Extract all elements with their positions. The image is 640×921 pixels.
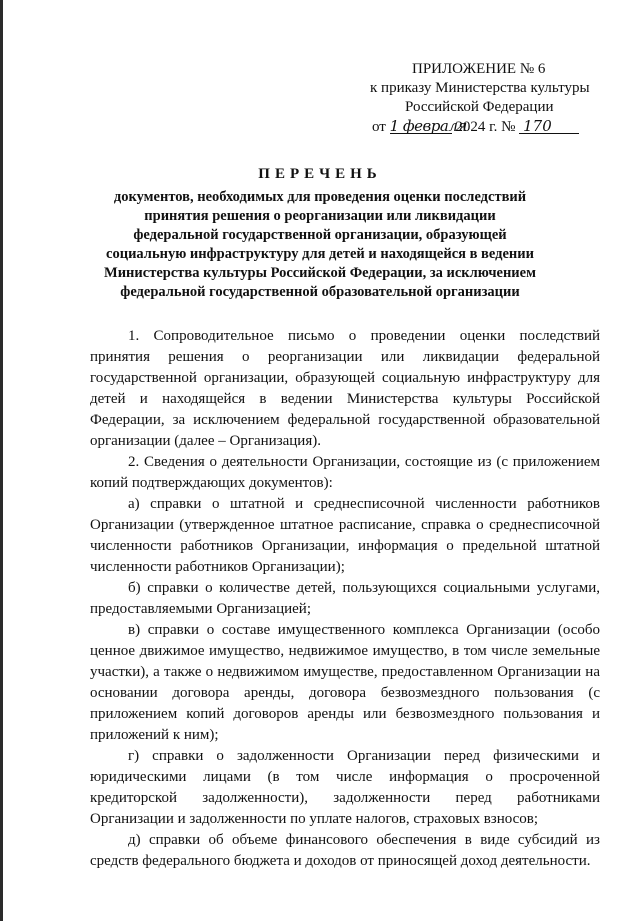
paragraph-2d: д) справки об объеме финансового обеспечения в виде субсидий из средств федерального бюджета и доходов от приносящей доход деятельности. [90,832,600,869]
appendix-number: ПРИЛОЖЕНИЕ № 6 [412,61,546,77]
paragraph-2: 2. Сведения о деятельности Организации, состоящие из (с приложением копий подтверждающих документов): [90,454,600,491]
scan-edge-line [0,0,3,921]
handwritten-order-number: 170 [519,117,579,136]
document-subtitle: документов, необходимых для проведения оценки последствий принятия решения о реорганизации или ликвидации федеральной государственной организации, образующей социальную инфраструктуру для детей и находящейся в ведении Министерства культуры Российской Федерации, за исключением федеральной государственной образовательной организации [104,189,536,300]
appendix-order-ref: к приказу Министерства культуры [370,80,590,96]
paragraph-2b: б) справки о количестве детей, пользующихся социальными услугами, предоставляемыми Организацией; [90,580,600,617]
document-title: ПЕРЕЧЕНЬ [258,166,382,182]
paragraph-2v: в) справки о составе имущественного комплекса Организации (особо ценное движимое имущество, недвижимое имущество, в том числе земельные участки), а также о недвижимом имуществе, предоставленном Организации на основании договора аренды, договора безвозмездного пользования (с приложением копий договоров аренды или безвозмездного пользования и приложений к ним); [90,622,600,743]
paragraph-1: 1. Сопроводительное письмо о проведении оценки последствий принятия решения о реорганизации или ликвидации федеральной государственной организации, образующей социальную инфраструктуру для детей и находящейся в ведении Министерства культуры Российской Федерации, за исключением федеральной государственной образовательной организации (далее – Организация). [90,328,600,449]
date-suffix: 2024 г. № [455,119,516,135]
paragraph-2g: г) справки о задолженности Организации перед физическими и юридическими лицами (в том числе информация о просроченной кредиторской задолженности), задолженности перед работниками Организации и задолженности по уплате налогов, страховых взносов; [90,748,600,827]
handwritten-date: 1 февраля [389,117,467,135]
document-body [90,326,600,872]
date-prefix: от [372,119,386,135]
paragraph-2a: а) справки о штатной и среднесписочной численности работников Организации (утвержденное штатное расписание, справка о среднесписочной численности работников Организации, информация о предельной штатной численности работников Организации); [90,496,600,575]
appendix-block [356,60,606,137]
appendix-country: Российской Федерации [405,99,554,115]
appendix-date-line [356,117,606,137]
